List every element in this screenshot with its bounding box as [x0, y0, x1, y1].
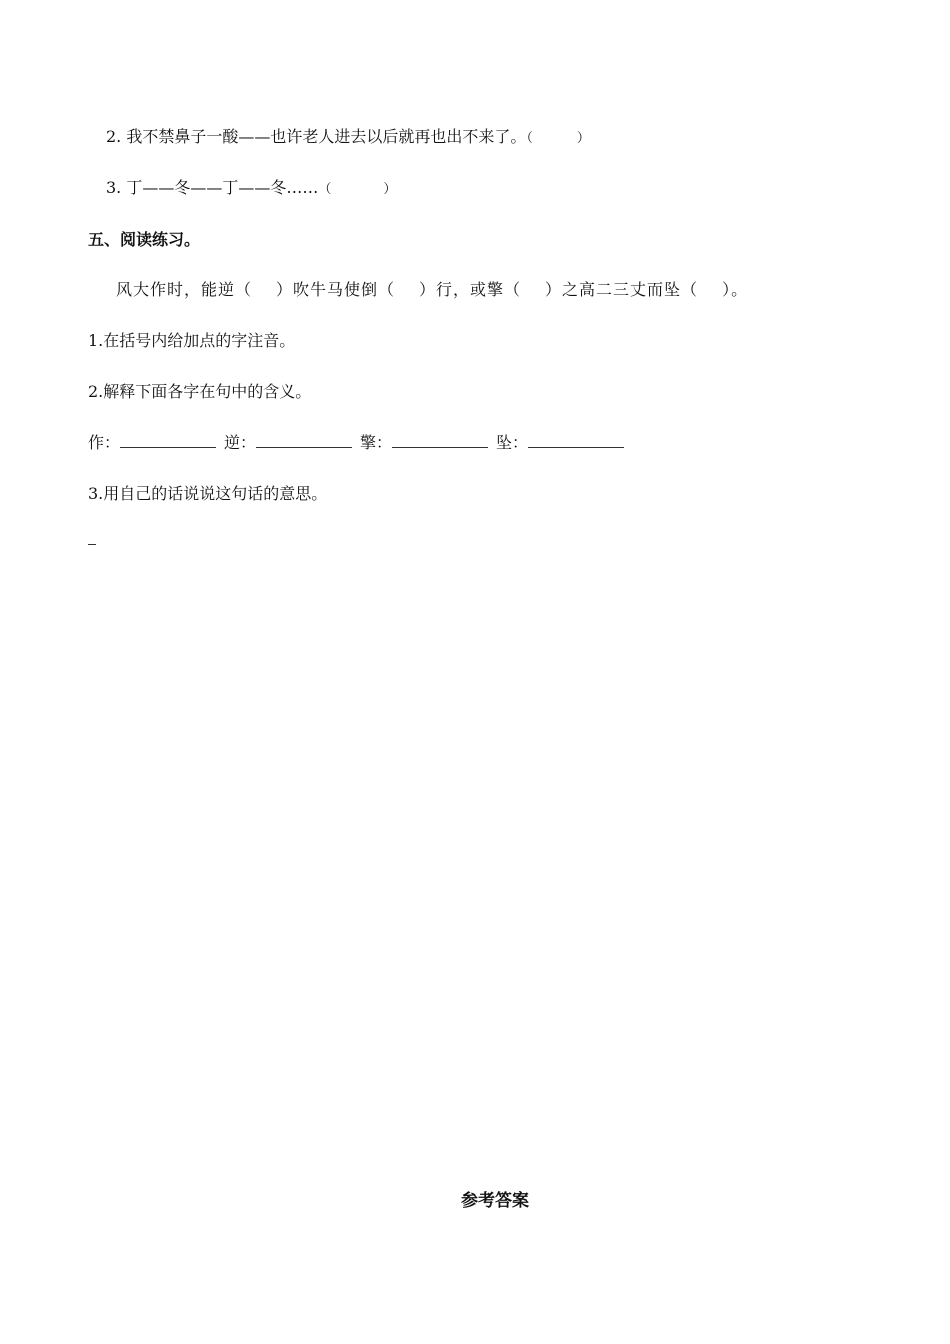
- question-3: [106, 178, 396, 200]
- passage-seg-5: ）。: [722, 280, 749, 299]
- passage-seg-2: ）吹牛马使倒（: [276, 280, 396, 299]
- fill-blank-4[interactable]: [528, 433, 624, 448]
- fill-blank-2[interactable]: [256, 433, 352, 448]
- passage-seg-3: ）行，或擎（: [419, 280, 522, 299]
- section-heading: 五、阅读练习。: [88, 230, 201, 249]
- fill-label-4: 坠：: [496, 433, 529, 452]
- reading-item-2: 2.解释下面各字在句中的含义。: [88, 382, 312, 401]
- reading-item-3: 3.用自己的话说说这句话的意思。: [88, 484, 328, 503]
- answer-key-title: 参考答案: [461, 1191, 529, 1211]
- fill-label-3: 擎：: [360, 433, 393, 452]
- reading-item-1: 1.在括号内给加点的字注音。: [88, 331, 296, 350]
- question-3-paren-close: ）: [383, 182, 397, 197]
- fill-label-1: 作：: [88, 433, 121, 452]
- fill-blanks-row: [88, 433, 632, 453]
- answer-line-stub: [88, 544, 96, 545]
- question-2-paren-close: ）: [576, 131, 590, 146]
- question-2-text: 2. 我不禁鼻子一酸——也许老人进去以后就再也出不来了。: [106, 127, 527, 146]
- question-2: [106, 127, 590, 149]
- passage-seg-4: ）之高二三丈而坠（: [545, 280, 699, 299]
- reading-passage: [116, 280, 748, 300]
- passage-seg-1: 风大作时，能逆（: [116, 280, 253, 299]
- fill-blank-1[interactable]: [120, 433, 216, 448]
- question-2-paren-open: （: [526, 131, 533, 146]
- fill-label-2: 逆：: [224, 433, 257, 452]
- question-3-paren-open: （: [318, 182, 332, 197]
- fill-blank-3[interactable]: [392, 433, 488, 448]
- question-3-text: 3. 丁——冬——丁——冬……: [106, 178, 319, 197]
